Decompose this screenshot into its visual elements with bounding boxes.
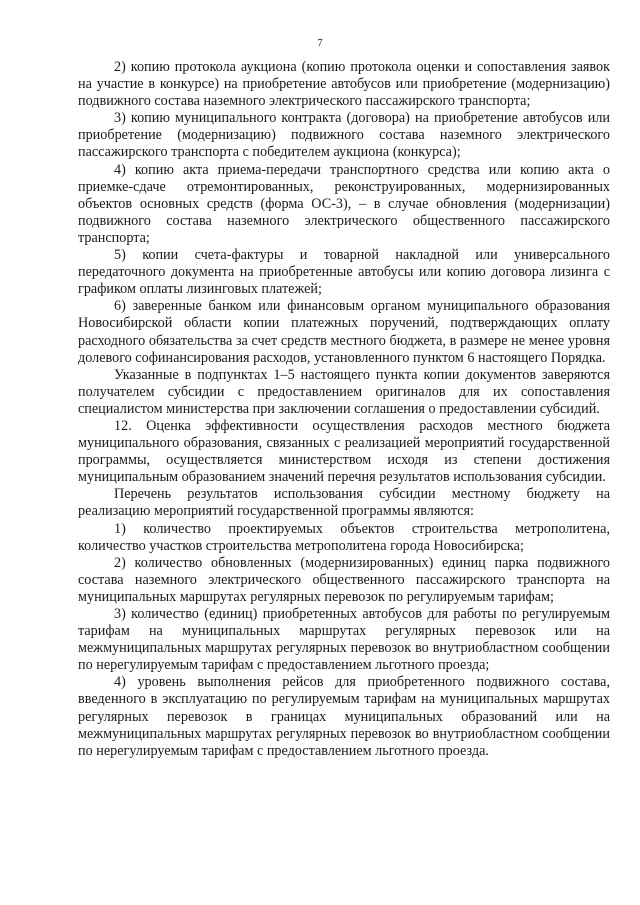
paragraph-result-3-buses: 3) количество (единиц) приобретенных автобусов для работы по регулируемым тарифам на муниципальных маршрутах регулярных перевозок или на межмуниципальных маршрутах регулярных перевозок во внутриобластном сообщении по нерегулируемым тарифам с предоставлением льготного проезда;	[78, 606, 610, 674]
paragraph-result-2-electric-transport: 2) количество обновленных (модернизированных) единиц парка подвижного состава наземного электрического общественного пассажирского транспорта на муниципальных маршрутах регулярных перевозок по регулируемым тарифам;	[78, 554, 610, 605]
paragraph-item-2-auction-protocol: 2) копию протокола аукциона (копию протокола оценки и сопоставления заявок на участие в конкурсе) на приобретение автобусов или приобретение (модернизацию) подвижного состава наземного электрического пассажирского транспорта;	[78, 59, 610, 110]
paragraph-result-4-trips: 4) уровень выполнения рейсов для приобретенного подвижного состава, введенного в эксплуатацию по регулируемым тарифам на муниципальных маршрутах регулярных перевозок в границах муниципальных образований или на межмуниципальных маршрутах регулярных перевозок во внутриобластном сообщении по нерегулируемым тарифам с предоставлением льготного проезда.	[78, 674, 610, 759]
paragraph-item-4-acceptance-act: 4) копию акта приема-передачи транспортного средства или копию акта о приемке-сдаче отремонтированных, реконструированных, модернизированных объектов основных средств (форма ОС-3), – в случае обновления (модернизации) подвижного состава наземного электрического общественного пассажирского транспорта;	[78, 161, 610, 246]
page-number: 7	[317, 38, 323, 49]
paragraph-result-1-metro: 1) количество проектируемых объектов строительства метрополитена, количество участков строительства метрополитена города Новосибирска;	[78, 520, 610, 554]
paragraph-item-5-invoices: 5) копии счета-фактуры и товарной накладной или универсального передаточного документа на приобретенные автобусы или копию договора лизинга с графиком оплаты лизинговых платежей;	[78, 247, 610, 298]
document-body	[78, 59, 610, 760]
paragraph-item-3-municipal-contract: 3) копию муниципального контракта (договора) на приобретение автобусов или приобретение (модернизацию) подвижного состава наземного электрического пассажирского транспорта с победителем аукциона (конкурса);	[78, 110, 610, 161]
paragraph-section-12-efficiency: 12. Оценка эффективности осуществления расходов местного бюджета муниципального образования, связанных с реализацией мероприятий государственной программы, осуществляется министерством исходя из степени достижения муниципальным образованием значений перечня результатов использования субсидии.	[78, 417, 610, 486]
paragraph-results-list-intro: Перечень результатов использования субсидии местному бюджету на реализацию мероприятий государственной программы являются:	[78, 486, 610, 520]
paragraph-copies-certification: Указанные в подпунктах 1–5 настоящего пункта копии документов заверяются получателем субсидии с предоставлением оригиналов для их сопоставления специалистом министерства при заключении соглашения о предоставлении субсидий.	[78, 366, 610, 417]
paragraph-item-6-payment-orders: 6) заверенные банком или финансовым органом муниципального образования Новосибирской области копии платежных поручений, подтверждающих оплату расходного обязательства за счет средств местного бюджета, в размере не менее уровня долевого софинансирования расходов, установленного пунктом 6 настоящего Порядка.	[78, 298, 610, 366]
